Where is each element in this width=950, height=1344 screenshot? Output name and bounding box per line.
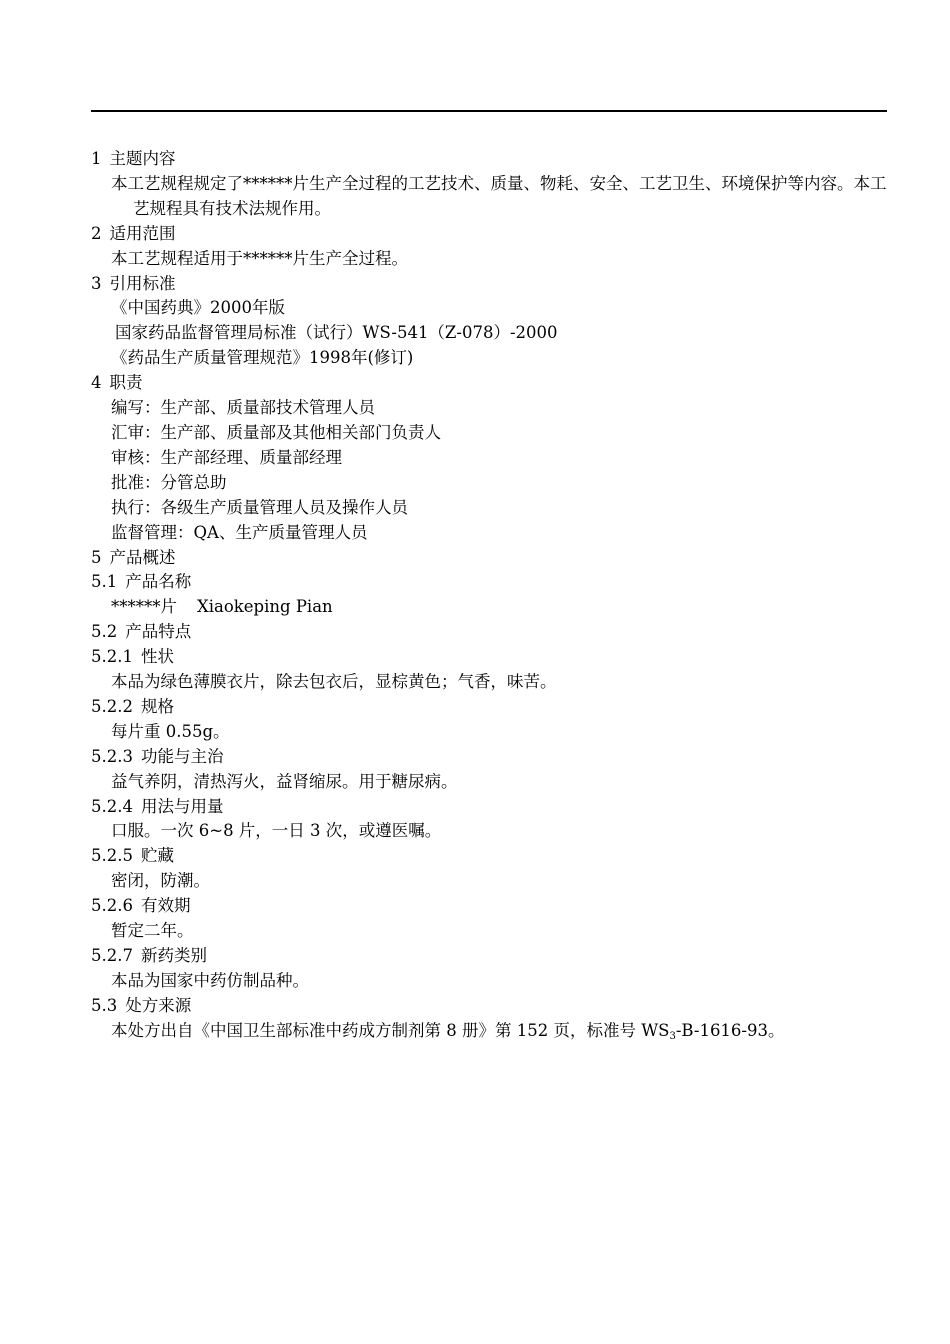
section-5-2-1-body: 本品为绿色薄膜衣片，除去包衣后，显棕黄色；气香，味苦。 (111, 672, 557, 692)
section-number: 5.3 (91, 995, 118, 1015)
section-number: 5.2.3 (91, 746, 133, 766)
section-title: 用法与用量 (140, 796, 224, 816)
section-5-2-7-heading (91, 944, 891, 969)
section-number: 5.2.4 (91, 796, 133, 816)
reference-item: 国家药品监督管理局标准（试行）WS-541（Z-078）-2000 (115, 323, 558, 343)
source-text: 本处方出自《中国卫生部标准中药成方制剂第 8 册》第 152 页，标准号 WS (111, 1020, 670, 1040)
section-title: 贮藏 (140, 846, 174, 866)
section-title: 规格 (140, 696, 174, 716)
section-5-2-1-heading (91, 645, 891, 670)
section-number: 4 (91, 373, 102, 393)
section-number: 5.2.6 (91, 896, 133, 916)
section-5-2-5-body: 密闭，防潮。 (111, 871, 210, 891)
role-item: 执行：各级生产质量管理人员及操作人员 (111, 497, 408, 517)
section-number: 3 (91, 273, 102, 293)
section-number: 5.1 (91, 572, 118, 592)
section-title: 产品特点 (125, 622, 192, 642)
section-title: 性状 (140, 647, 174, 667)
section-number: 5.2.2 (91, 696, 133, 716)
role-item: 监督管理：QA、生产质量管理人员 (111, 522, 368, 542)
section-number: 5.2.5 (91, 846, 133, 866)
section-5-2-3-heading (91, 745, 891, 770)
section-5-1-heading (91, 570, 891, 595)
section-5-2-2-heading (91, 695, 891, 720)
section-title: 主题内容 (109, 149, 176, 168)
header-rule (91, 110, 887, 112)
product-name (91, 595, 891, 620)
section-title: 适用范围 (109, 223, 176, 243)
role-item: 汇审：生产部、质量部及其他相关部门负责人 (111, 422, 441, 442)
product-name-pinyin: Xiaokeping Pian (197, 597, 333, 617)
section-5-2-4-heading (91, 795, 891, 820)
section-number: 2 (91, 223, 102, 243)
section-title: 有效期 (140, 896, 191, 916)
section-5-2-6-body: 暂定二年。 (111, 921, 194, 941)
section-3-heading (91, 272, 891, 297)
section-number: 5.2.1 (91, 647, 133, 667)
section-title: 产品概述 (109, 547, 176, 567)
standard-subscript: 3 (669, 1030, 676, 1042)
section-1-heading (91, 147, 891, 172)
section-2-heading (91, 222, 891, 247)
section-title: 引用标准 (109, 273, 176, 293)
product-name-cn: ******片 (111, 597, 177, 617)
section-5-2-5-heading (91, 844, 891, 869)
section-number: 1 (91, 149, 102, 168)
section-5-2-2-body: 每片重 0.55g。 (111, 721, 230, 741)
reference-item: 《药品生产质量管理规范》1998年(修订) (111, 348, 414, 368)
role-item: 批准：分管总助 (111, 472, 227, 492)
section-2-body: 本工艺规程适用于******片生产全过程。 (111, 248, 408, 268)
section-5-heading (91, 546, 891, 571)
section-5-3-body (91, 1019, 891, 1044)
role-item: 编写：生产部、质量部技术管理人员 (111, 398, 375, 418)
section-5-2-6-heading (91, 894, 891, 919)
section-5-3-heading (91, 994, 891, 1019)
section-number: 5 (91, 547, 102, 567)
section-5-2-heading (91, 620, 891, 645)
section-title: 处方来源 (125, 995, 192, 1015)
section-5-2-4-body: 口服。一次 6~8 片，一日 3 次，或遵医嘱。 (111, 821, 442, 841)
section-title: 产品名称 (125, 572, 192, 592)
section-5-2-3-body: 益气养阴，清热泻火，益肾缩尿。用于糖尿病。 (111, 771, 458, 791)
section-title: 新药类别 (140, 946, 207, 965)
section-title: 职责 (109, 373, 143, 393)
document-body (91, 147, 891, 1044)
section-number: 5.2 (91, 622, 118, 642)
source-text-end: -B-1616-93。 (675, 1020, 785, 1040)
role-item: 审核：生产部经理、质量部经理 (111, 447, 342, 467)
reference-item: 《中国药典》2000年版 (111, 298, 285, 318)
section-number: 5.2.7 (91, 946, 133, 965)
section-5-2-7-body: 本品为国家中药仿制品种。 (111, 970, 309, 990)
section-4-heading (91, 371, 891, 396)
section-1-body: 本工艺规程规定了******片生产全过程的工艺技术、质量、物耗、安全、工艺卫生、环境保护等内容。本工艺规程具有技术法规作用。 (111, 173, 887, 218)
section-title: 功能与主治 (140, 746, 224, 766)
